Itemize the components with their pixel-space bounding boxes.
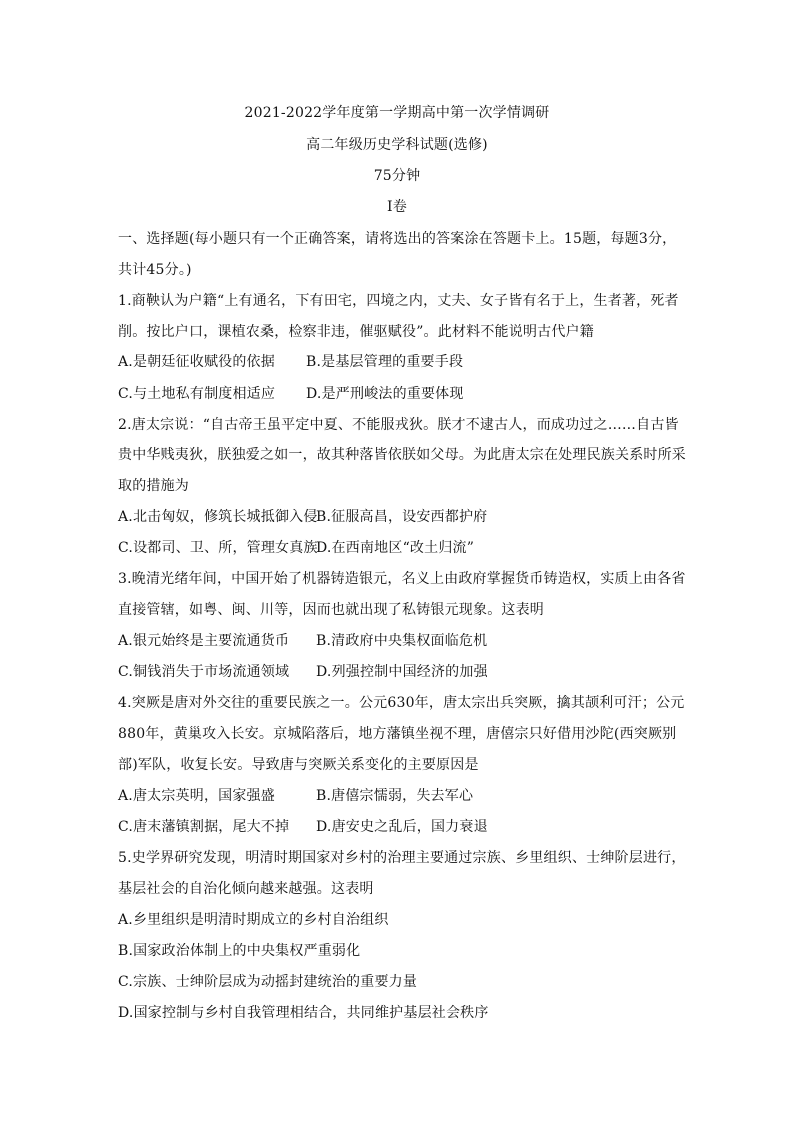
option-b: B.唐僖宗懦弱，失去军心 [316, 788, 474, 804]
question-stem: 取的措施为 [118, 478, 189, 494]
options-row [118, 507, 678, 527]
option-c: C.宗族、士绅阶层成为动摇封建统治的重要力量 [118, 974, 418, 990]
question-stem: 5.史学界研究发现，明清时期国家对乡村的治理主要通过宗族、乡里组织、士绅阶层进行， [118, 850, 686, 866]
question-stem: 2.唐太宗说：“自古帝王虽平定中夏、不能服戎狄。朕才不逮古人，而成功过之……自古皆 [118, 417, 679, 433]
volume-label: I卷 [387, 199, 407, 215]
question-stem: 贵中华贱夷狄，朕独爱之如一，故其种落皆依朕如父母。为此唐太宗在处理民族关系时所采 [118, 447, 686, 463]
options-row [118, 352, 678, 372]
options-row [118, 538, 678, 558]
option-c: C.设都司、卫、所，管理女真族 [118, 540, 318, 556]
option-b: B.征服高昌，设安西都护府 [316, 509, 488, 525]
option-c: C.铜钱消失于市场流通领域 [118, 664, 290, 680]
option-c: C.唐末藩镇割据，尾大不掉 [118, 819, 290, 835]
option-a: A.银元始终是主要流通货币 [118, 633, 290, 649]
option-a: A.是朝廷征收赋役的依据 [118, 354, 275, 370]
options-row [118, 817, 678, 837]
options-row [118, 631, 678, 651]
option-b: B.清政府中央集权面临危机 [316, 633, 488, 649]
exam-duration: 75分钟 [373, 168, 421, 184]
section-heading: 一、选择题(每小题只有一个正确答案，请将选出的答案涂在答题卡上。15题，每题3分， [118, 231, 677, 247]
exam-subtitle: 高二年级历史学科试题(选修) [306, 137, 488, 153]
question-stem: 3.晚清光绪年间，中国开始了机器铸造银元，名义上由政府掌握货币铸造权，实质上由各省 [118, 571, 686, 587]
question-stem: 880年，黄巢攻入长安。京城陷落后，地方藩镇坐视不理，唐僖宗只好借用沙陀(西突厥别 [118, 726, 677, 742]
options-row [118, 786, 678, 806]
options-row [118, 662, 678, 682]
option-a: A.北击匈奴，修筑长城抵御入侵 [118, 509, 318, 525]
option-a: A.乡里组织是明清时期成立的乡村自治组织 [118, 912, 389, 928]
option-b: B.国家政治体制上的中央集权严重弱化 [118, 943, 361, 959]
question-stem: 削。按比户口，课植农桑，检察非违，催驱赋役”。此材料不能说明古代户籍 [118, 324, 594, 340]
question-stem: 直接管辖，如粤、闽、川等，因而也就出现了私铸银元现象。这表明 [118, 602, 544, 618]
options-row [118, 384, 678, 404]
question-stem: 4.突厥是唐对外交往的重要民族之一。公元630年，唐太宗出兵突厥，擒其颉利可汗；公元 [118, 695, 685, 711]
option-b: B.是基层管理的重要手段 [306, 354, 464, 370]
option-a: A.唐太宗英明，国家强盛 [118, 788, 275, 804]
option-d: D.唐安史之乱后，国力衰退 [316, 819, 488, 835]
option-d: D.国家控制与乡村自我管理相结合，共同维护基层社会秩序 [118, 1005, 489, 1021]
question-stem: 基层社会的自治化倾向越来越强。这表明 [118, 881, 374, 897]
question-stem: 部)军队，收复长安。导致唐与突厥关系变化的主要原因是 [118, 757, 479, 773]
section-heading-cont: 共计45分。) [118, 262, 192, 278]
option-d: D.是严刑峻法的重要体现 [306, 386, 464, 402]
question-stem: 1.商鞅认为户籍“上有通名，下有田宅，四境之内，丈夫、女子皆有名于上，生者著，死者 [118, 293, 679, 309]
exam-title: 2021-2022学年度第一学期高中第一次学情调研 [244, 105, 550, 121]
option-c: C.与土地私有制度相适应 [118, 386, 276, 402]
option-d: D.列强控制中国经济的加强 [316, 664, 488, 680]
option-d: D.在西南地区“改土归流” [316, 540, 475, 556]
